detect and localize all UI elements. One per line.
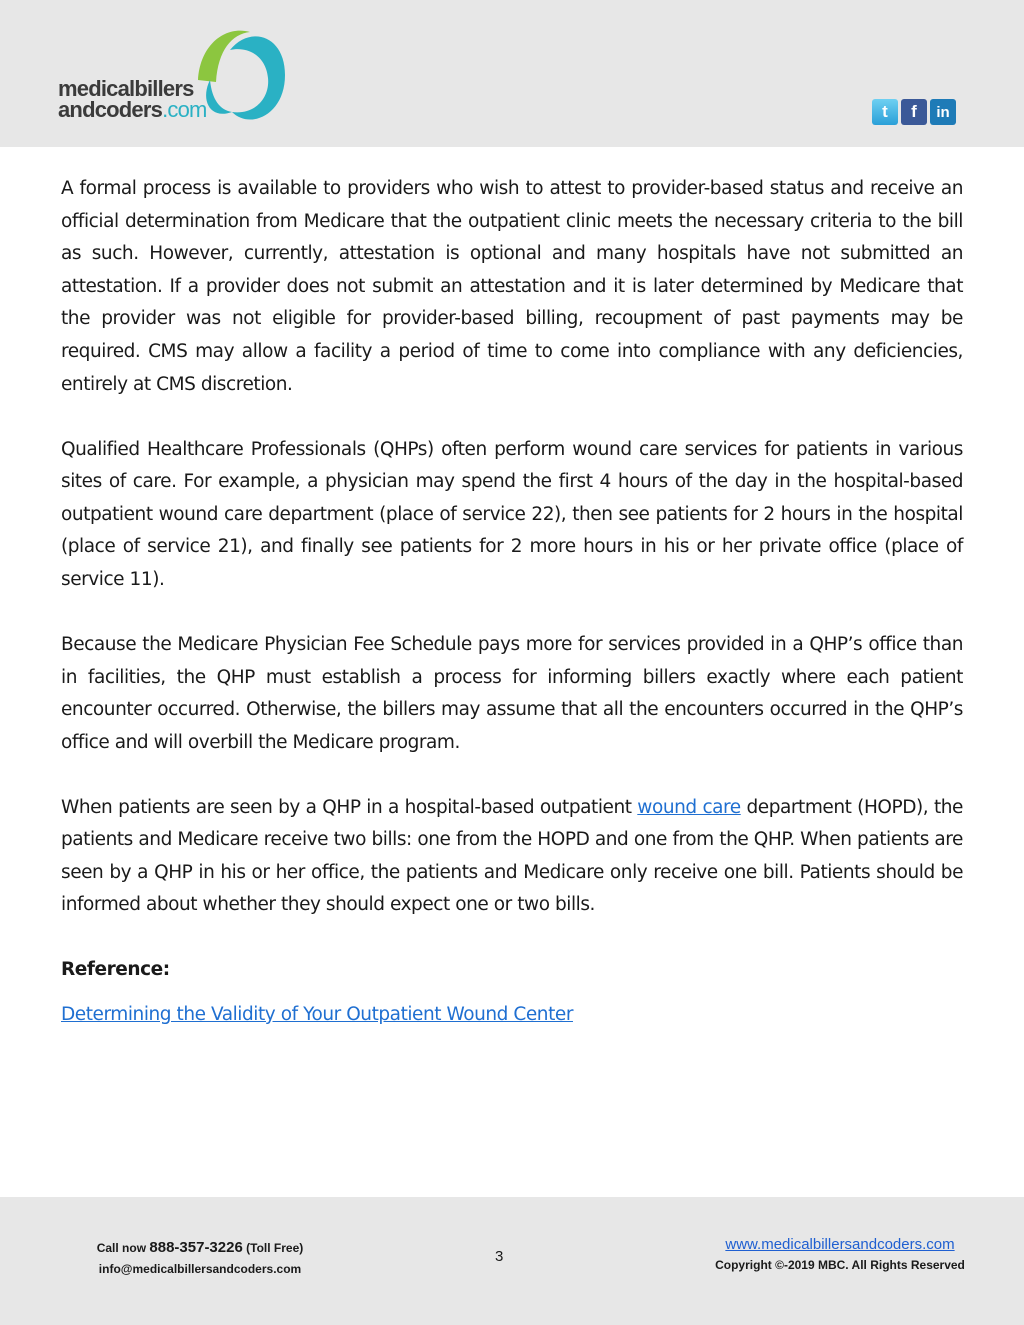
linkedin-icon[interactable]: in: [930, 99, 956, 125]
facebook-icon[interactable]: f: [901, 99, 927, 125]
paragraph-3: Because the Medicare Physician Fee Schedule pays more for services provided in a QHP’s office than in facilities, the QHP must establish a process for informing billers exactly where each patient encounter occurred. Otherwise, the billers may assume that all the encounters occurred in the QHP’s office and will overbill the Medicare program.: [61, 633, 963, 753]
logo-tld: .com: [162, 97, 207, 122]
contact-info: [80, 1237, 320, 1280]
phone-number[interactable]: 888-357-3226: [149, 1239, 243, 1256]
site-info: [690, 1235, 990, 1275]
social-links: [872, 99, 956, 125]
twitter-icon[interactable]: t: [872, 99, 898, 125]
page-footer: [0, 1197, 1024, 1325]
reference-link[interactable]: Determining the Validity of Your Outpatient Wound Center: [61, 1004, 573, 1026]
paragraph-4-start: When patients are seen by a QHP in a hospital-based outpatient: [61, 796, 638, 818]
logo-wordmark: [58, 78, 207, 120]
paragraph-4-end: department (HOPD), the patients and Medicare receive two bills: one from the HOPD and one from the QHP. When patients are seen by a QHP in his or her office, the patients and Medicare only receive one bill. Patients should be informed about whether they should expect one or two bills.: [61, 796, 963, 916]
page-header: [0, 0, 1024, 147]
logo-line-1: medicalbillers: [58, 76, 194, 101]
article-body: [61, 173, 963, 1032]
logo-line-2: andcoders: [58, 97, 163, 122]
toll-free-label: (Toll Free): [246, 1241, 304, 1255]
website-link[interactable]: www.medicalbillersandcoders.com: [725, 1236, 955, 1253]
paragraph-1: A formal process is available to providers who wish to attest to provider-based status and receive an official determination from Medicare that the outpatient clinic meets the necessary criteria to the bill as such. However, currently, attestation is optional and many hospitals have not submitted an attestation. If a provider does not submit an attestation and it is later determined by Medicare that the provider was not eligible for provider-based billing, recoupment of past payments may be required. CMS may allow a facility a period of time to come into compliance with any deficiencies, entirely at CMS discretion.: [61, 178, 963, 395]
reference-heading: Reference:: [61, 959, 170, 981]
contact-email[interactable]: info@medicalbillersandcoders.com: [98, 1262, 302, 1276]
paragraph-4: [61, 792, 963, 922]
call-prefix: Call now: [96, 1241, 147, 1255]
wound-care-link[interactable]: wound care: [637, 796, 741, 818]
company-logo[interactable]: [58, 20, 298, 132]
page-number: 3: [495, 1248, 504, 1265]
copyright-text: Copyright ©-2019 MBC. All Rights Reserved: [715, 1258, 965, 1272]
paragraph-2: Qualified Healthcare Professionals (QHPs) often perform wound care services for patients in various sites of care. For example, a physician may spend the first 4 hours of the day in the hospital-based outpatient wound care department (place of service 22), then see patients for 2 hours in the hospital (place of service 21), and finally see patients for 2 more hours in his or her private office (place of service 11).: [61, 438, 963, 590]
